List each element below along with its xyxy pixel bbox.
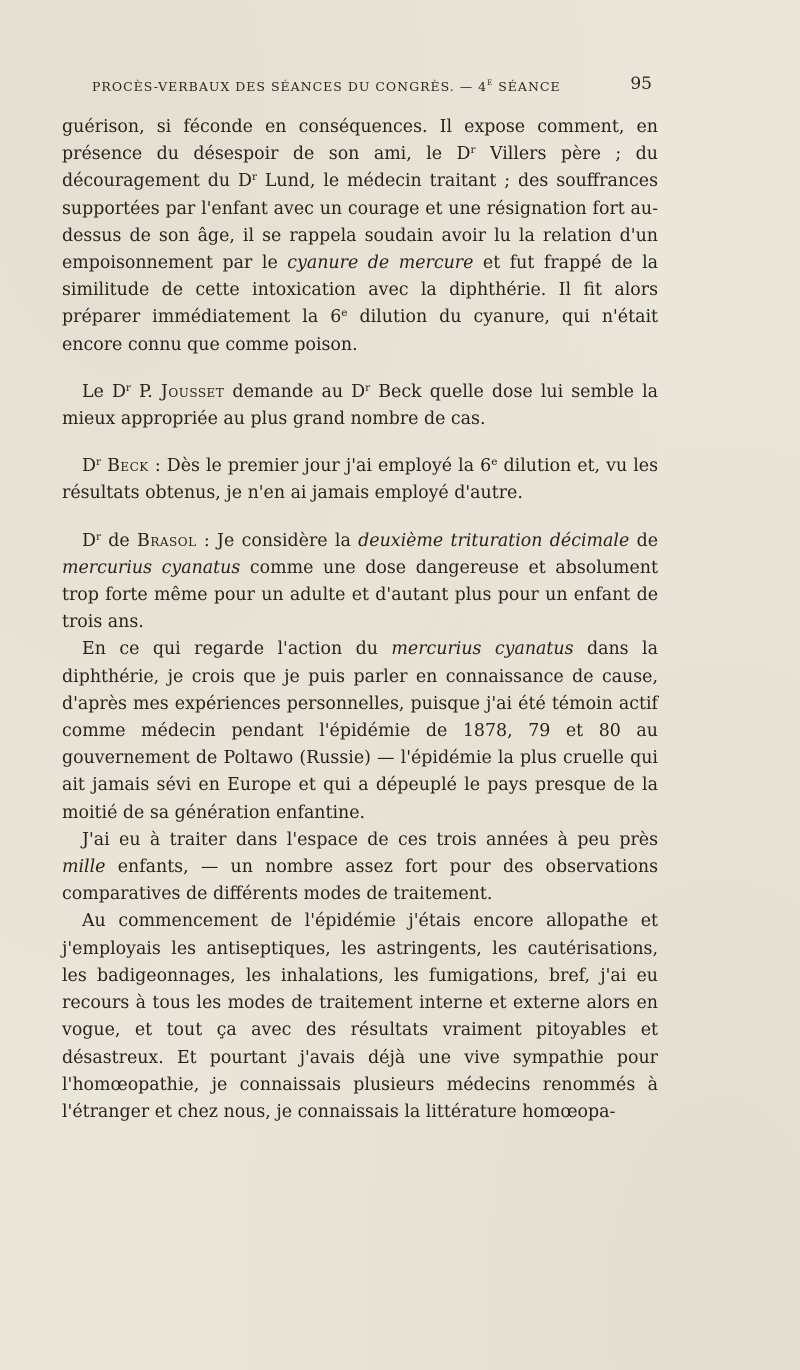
p2-text-4: Beck quelle dose lui semble la mieux appropriée au plus grand nombre de cas. (62, 381, 658, 430)
p4-text-2: de (100, 530, 138, 551)
p1-text-3: Lund, le médecin traitant ; des souffrances supportées par l'enfant avec un courage et une résignation fort au-dessus de son âge, il se rappela soudain avoir lu la relation d'un empoisonnement par le (62, 171, 659, 274)
p5-text-1: En ce qui regarde l'action du (82, 639, 392, 660)
p4-italic-2: mercurius cyanatus (62, 557, 241, 578)
p4-text-5: comme une dose dangereuse et absolument trop forte même pour un adulte et d'autant plus pour un enfant de trois ans. (62, 557, 658, 633)
p5-italic-1: mercurius cyanatus (391, 639, 574, 660)
running-head-sup: e (487, 76, 494, 88)
body-text (62, 114, 658, 1126)
paragraph-1 (62, 114, 658, 359)
paragraph-5 (62, 636, 658, 826)
p4-text-3: : Je considère la (196, 530, 359, 551)
paragraph-7 (62, 908, 658, 1126)
p7-text-1: Au commencement de l'épidémie j'étais encore allopathe et j'employais les antiseptiques, les astringents, les cautérisations, les badigeonnages, les inhalations, les fumigations, bref, j'ai eu recours à tous les modes de traitement interne et externe alors en vogue, et tout ça avec des résultats vraiment pitoyables et désastreux. Et pourtant j'avais déjà une vive sympathie pour l'homœopathie, je connaissais plusieurs médecins renommés à l'étranger et chez nous, je connaissais la littérature homœopa- (62, 911, 658, 1122)
p5-text-2: dans la diphthérie, je crois que je puis parler en connaissance de cause, d'après mes expériences personnelles, puisque j'ai été témoin actif comme médecin pendant l'épidémie de 1878, 79 et 80 au gouvernement de Poltawo (Russie) — l'épidémie la plus cruelle qui ait jamais sévi en Europe et qui a dépeuplé le pays presque de la moitié de sa génération enfantine. (62, 639, 658, 823)
running-head-end: SÉANCE (493, 79, 561, 94)
p6-text-2: enfants, — un nombre assez fort pour des observations comparatives de différents modes de traitement. (62, 857, 658, 905)
paragraph-6 (62, 827, 658, 909)
p1-sup-2: r (251, 171, 257, 184)
p2-text-1: Le D (82, 381, 126, 402)
p1-text-4: et fut frappé de la similitude de cette intoxication avec la diphthérie. Il fit alors préparer immédiatement la 6 (62, 253, 658, 328)
page-number: 95 (630, 74, 652, 94)
running-head-text: PROCÈS-VERBAUX DES SÉANCES DU CONGRÈS. — 4 (92, 79, 488, 94)
p3-text-1: D (82, 456, 96, 477)
p1-sup-1: r (470, 144, 476, 157)
paragraph-3 (62, 453, 658, 507)
p4-text-1: D (82, 530, 96, 551)
p2-sup-1: r (125, 381, 131, 394)
p4-text-4: de (629, 530, 658, 551)
page-header (92, 76, 652, 95)
p1-text-1: guérison, si féconde en conséquences. Il expose comment, en présence du désespoir de son ami, le D (62, 117, 658, 165)
p1-text-5: dilution du cyanure, qui n'était encore connu que comme poison. (62, 307, 658, 355)
p1-sup-3: e (341, 307, 348, 320)
p2-sup-2: r (365, 381, 371, 394)
p1-text-2: Villers père ; du découragement du D (62, 144, 658, 192)
p6-text-1: J'ai eu à traiter dans l'espace de ces trois années à peu près (82, 829, 658, 850)
running-head (92, 76, 561, 94)
p1-italic-1: cyanure de mercure (287, 253, 474, 274)
speaker-name-brasol: Brasol (137, 530, 197, 551)
speaker-name-jousset: Jousset (160, 381, 225, 402)
p4-sup-1: r (95, 530, 101, 543)
speaker-name-beck: Beck (107, 456, 149, 477)
p3-sup-2: e (491, 456, 498, 469)
p3-sup-1: r (95, 456, 101, 469)
p6-italic-1: mille (62, 857, 106, 878)
p4-italic-1: deuxième trituration décimale (358, 530, 630, 551)
p3-text-3: : Dès le premier jour j'ai employé la 6 (148, 456, 492, 477)
p2-text-3: demande au D (224, 381, 366, 402)
p3-text-4: dilution et, vu les résultats obtenus, je n'en ai jamais employé d'autre. (62, 456, 658, 504)
paragraph-2 (62, 379, 658, 433)
paragraph-4 (62, 528, 658, 637)
p2-text-2: P. (130, 381, 161, 402)
